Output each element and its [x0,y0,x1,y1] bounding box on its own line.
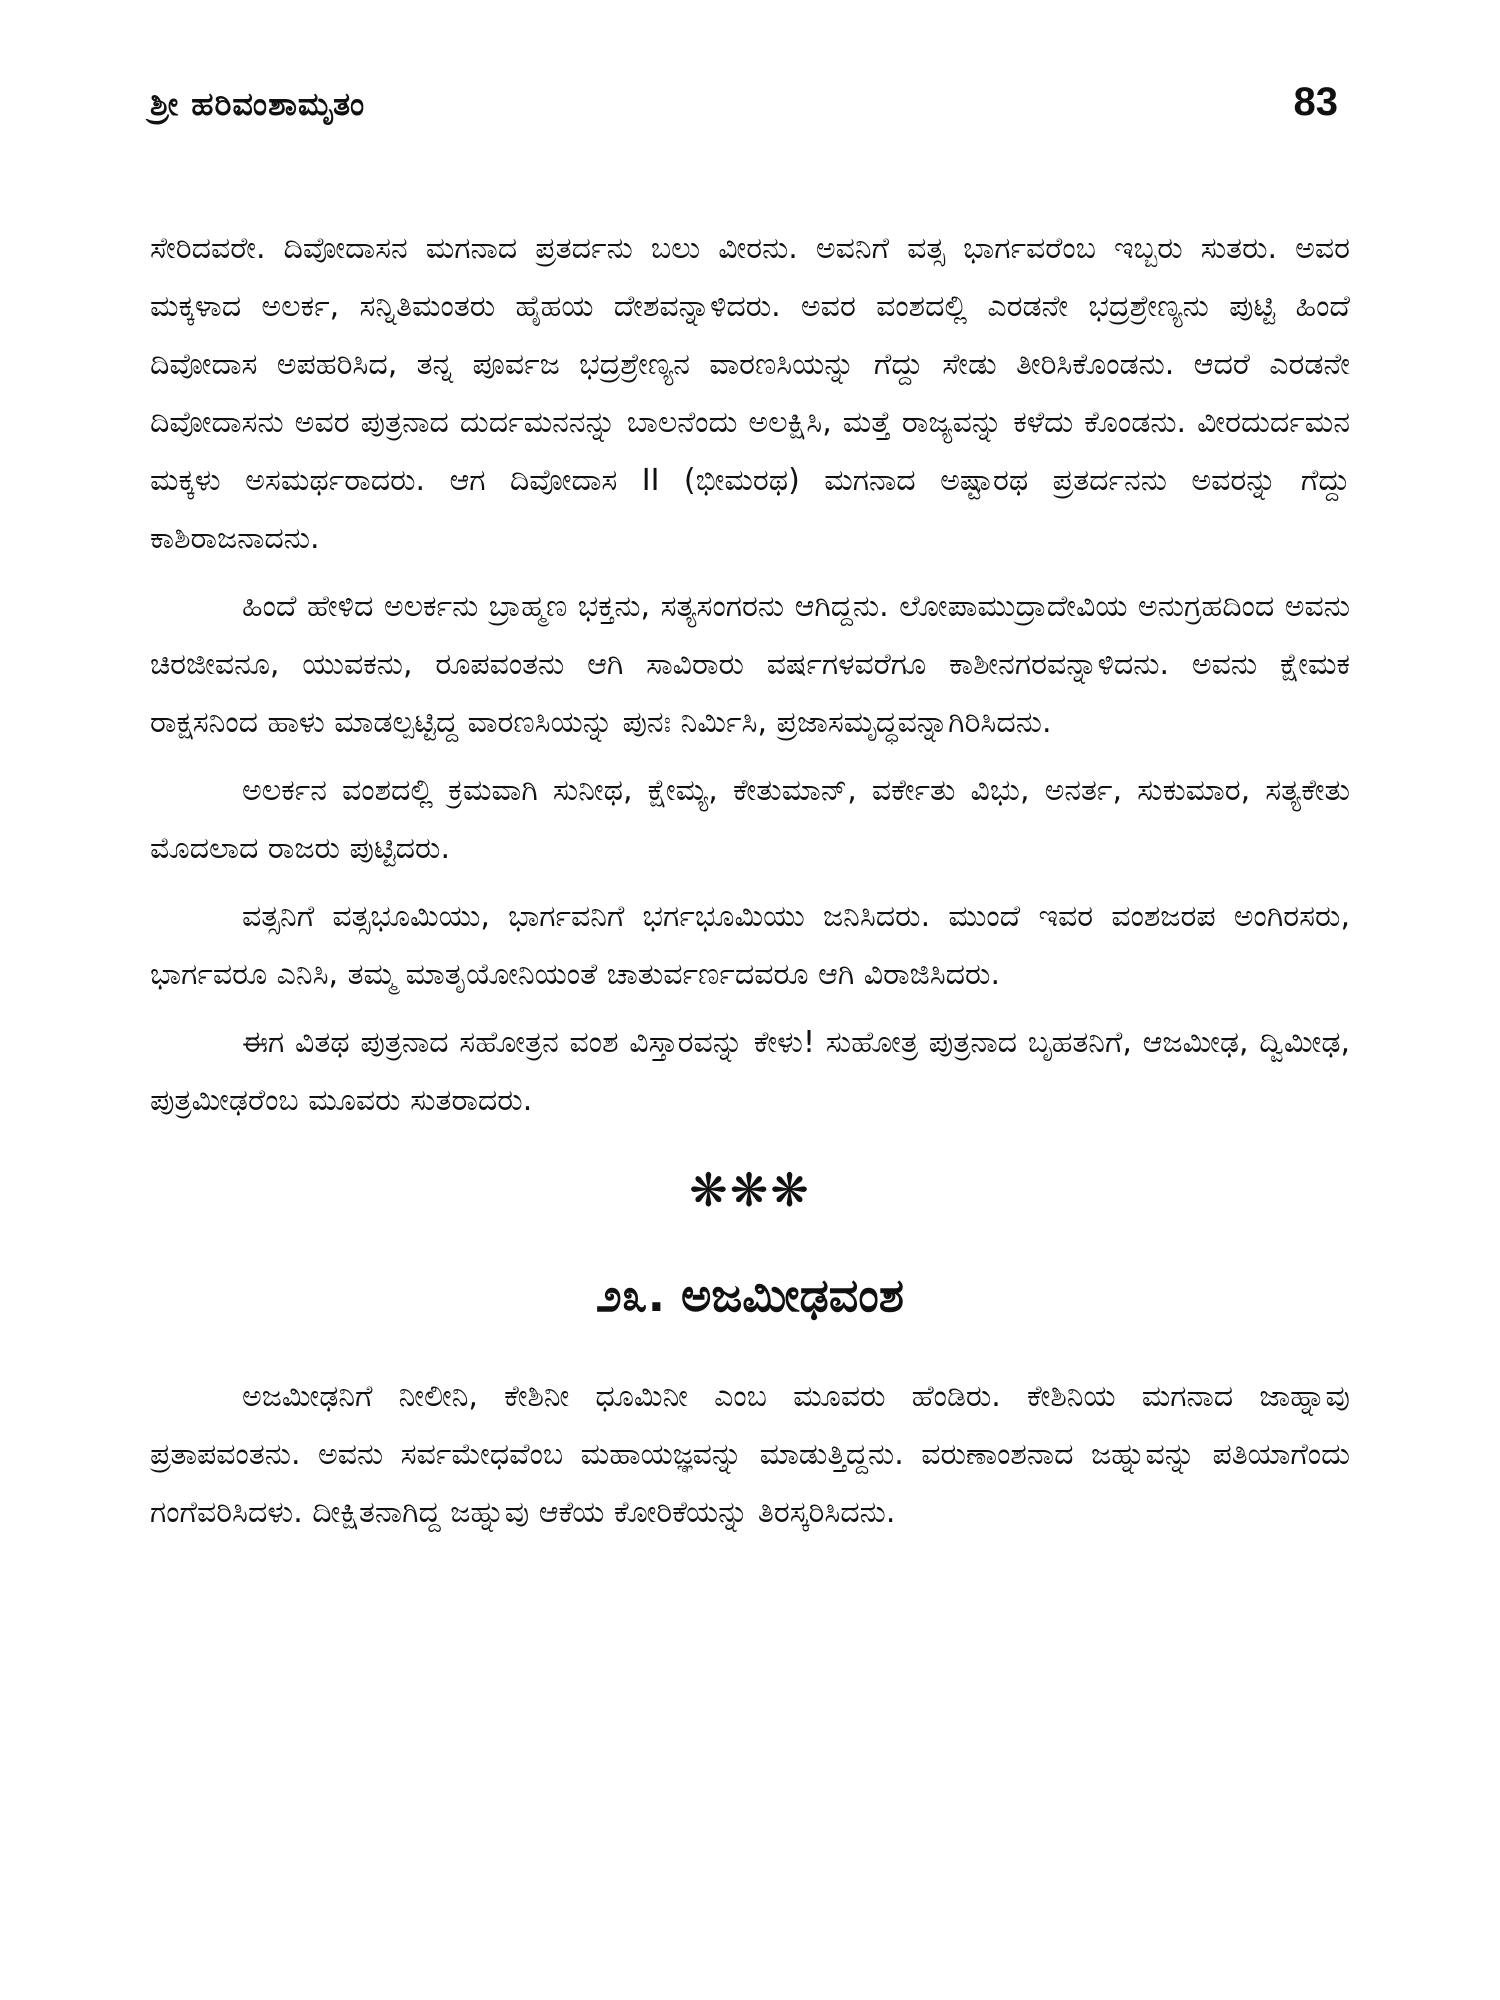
running-title: ಶ್ರೀ ಹರಿವಂಶಾಮೃತಂ [150,85,366,123]
paragraph-vatsa-bhargava: ವತ್ಸನಿಗೆ ವತ್ಸಭೂಮಿಯು, ಭಾರ್ಗವನಿಗೆ ಭರ್ಗಭೂಮಿಯು ಜನಿಸಿದರು. ಮುಂದೆ ಇವರ ವಂಶಜರಪ ಅಂಗಿರಸರು, ಭಾರ್ಗವರೂ ಎನಿಸಿ, ತಮ್ಮ ಮಾತೃಯೋನಿಯಂತೆ ಚಾತುರ್ವರ್ಣದವರೂ ಆಗಿ ವಿರಾಜಿಸಿದರು. [150,899,1350,992]
page-number: 83 [1293,80,1338,124]
paragraph-ajamidha: ಅಜಮೀಢನಿಗೆ ನೀಲೀನಿ, ಕೇಶಿನೀ ಧೂಮಿನೀ ಎಂಬ ಮೂವರು ಹೆಂಡಿರು. ಕೇಶಿನಿಯ ಮಗನಾದ ಜಾಹ್ನಾವು ಪ್ರತಾಪವಂತನು. ಅವನು ಸರ್ವಮೇಧವೆಂಬ ಮಹಾಯಜ್ಞವನ್ನು ಮಾಡುತ್ತಿದ್ದನು. ವರುಣಾಂಶನಾದ ಜಹ್ನುವನ್ನು ಪತಿಯಾಗೆಂದು ಗಂಗೆವರಿಸಿದಳು. ದೀಕ್ಷಿತನಾಗಿದ್ದ ಜಹ್ನುವು ಆಕೆಯ ಕೋರಿಕೆಯನ್ನು ತಿರಸ್ಕರಿಸಿದನು. [150,1379,1350,1530]
paragraph-continuation: ಸೇರಿದವರೇ. ದಿವೋದಾಸನ ಮಗನಾದ ಪ್ರತರ್ದನು ಬಲು ವೀರನು. ಅವನಿಗೆ ವತ್ಸ ಭಾರ್ಗವರೆಂಬ ಇಬ್ಬರು ಸುತರು. ಅವರ ಮಕ್ಕಳಾದ ಅಲರ್ಕ, ಸನ್ನಿತಿಮಂತರು ಹೈಹಯ ದೇಶವನ್ನಾಳಿದರು. ಅವರ ವಂಶದಲ್ಲಿ ಎರಡನೇ ಭದ್ರಶ್ರೇಣ್ಯನು ಪುಟ್ಟಿ ಹಿಂದೆ ದಿವೋದಾಸ ಅಪಹರಿಸಿದ, ತನ್ನ ಪೂರ್ವಜ ಭದ್ರಶ್ರೇಣ್ಯನ ವಾರಣಸಿಯನ್ನು ಗೆದ್ದು ಸೇಡು ತೀರಿಸಿಕೊಂಡನು. ಆದರೆ ಎರಡನೇ ದಿವೋದಾಸನು ಅವರ ಪುತ್ರನಾದ ದುರ್ದಮನನನ್ನು ಬಾಲನೆಂದು ಅಲಕ್ಷಿಸಿ, ಮತ್ತೆ ರಾಜ್ಯವನ್ನು ಕಳೆದು ಕೊಂಡನು. ವೀರದುರ್ದಮನ ಮಕ್ಕಳು ಅಸಮರ್ಥರಾದರು. ಆಗ ದಿವೋದಾಸ II (ಭೀಮರಥ) ಮಗನಾದ ಅಷ್ಟಾರಥ ಪ್ರತರ್ದನನು ಅವರನ್ನು ಗೆದ್ದು ಕಾಶಿರಾಜನಾದನು. [150,231,1350,556]
paragraph-suhotra: ಈಗ ವಿತಥ ಪುತ್ರನಾದ ಸಹೋತ್ರನ ವಂಶ ವಿಸ್ತಾರವನ್ನು ಕೇಳು! ಸುಹೋತ್ರ ಪುತ್ರನಾದ ಬೃಹತನಿಗೆ, ಆಜಮೀಢ, ದ್ವಿಮೀಢ, ಪುತ್ರಮೀಢರೆಂಬ ಮೂವರು ಸುತರಾದರು. [150,1025,1350,1118]
section-heading: ೨೩. ಅಜಮೀಢವಂಶ [596,1268,904,1322]
running-header [150,80,1350,150]
paragraph-alarka-lineage: ಅಲರ್ಕನ ವಂಶದಲ್ಲಿ ಕ್ರಮವಾಗಿ ಸುನೀಥ, ಕ್ಷೇಮ್ಯ, ಕೇತುಮಾನ್, ವರ್ಕೇತು ವಿಭು, ಅನರ್ತ, ಸುಕುಮಾರ, ಸತ್ಯಕೇತು ಮೊದಲಾದ ರಾಜರು ಪುಟ್ಟಿದರು. [150,773,1350,866]
section-divider-ornament: ❋❋❋ [689,1163,811,1217]
book-page [150,80,1350,1960]
paragraph-alarka: ಹಿಂದೆ ಹೇಳಿದ ಅಲರ್ಕನು ಬ್ರಾಹ್ಮಣ ಭಕ್ತನು, ಸತ್ಯಸಂಗರನು ಆಗಿದ್ದನು. ಲೋಪಾಮುದ್ರಾದೇವಿಯ ಅನುಗ್ರಹದಿಂದ ಅವನು ಚಿರಜೀವನೂ, ಯುವಕನು, ರೂಪವಂತನು ಆಗಿ ಸಾವಿರಾರು ವರ್ಷಗಳವರೆಗೂ ಕಾಶೀನಗರವನ್ನಾಳಿದನು. ಅವನು ಕ್ಷೇಮಕ ರಾಕ್ಷಸನಿಂದ ಹಾಳು ಮಾಡಲ್ಪಟ್ಟಿದ್ದ ವಾರಣಸಿಯನ್ನು ಪುನಃ ನಿರ್ಮಿಸಿ, ಪ್ರಜಾಸಮೃದ್ಧವನ್ನಾಗಿರಿಸಿದನು. [150,589,1350,740]
